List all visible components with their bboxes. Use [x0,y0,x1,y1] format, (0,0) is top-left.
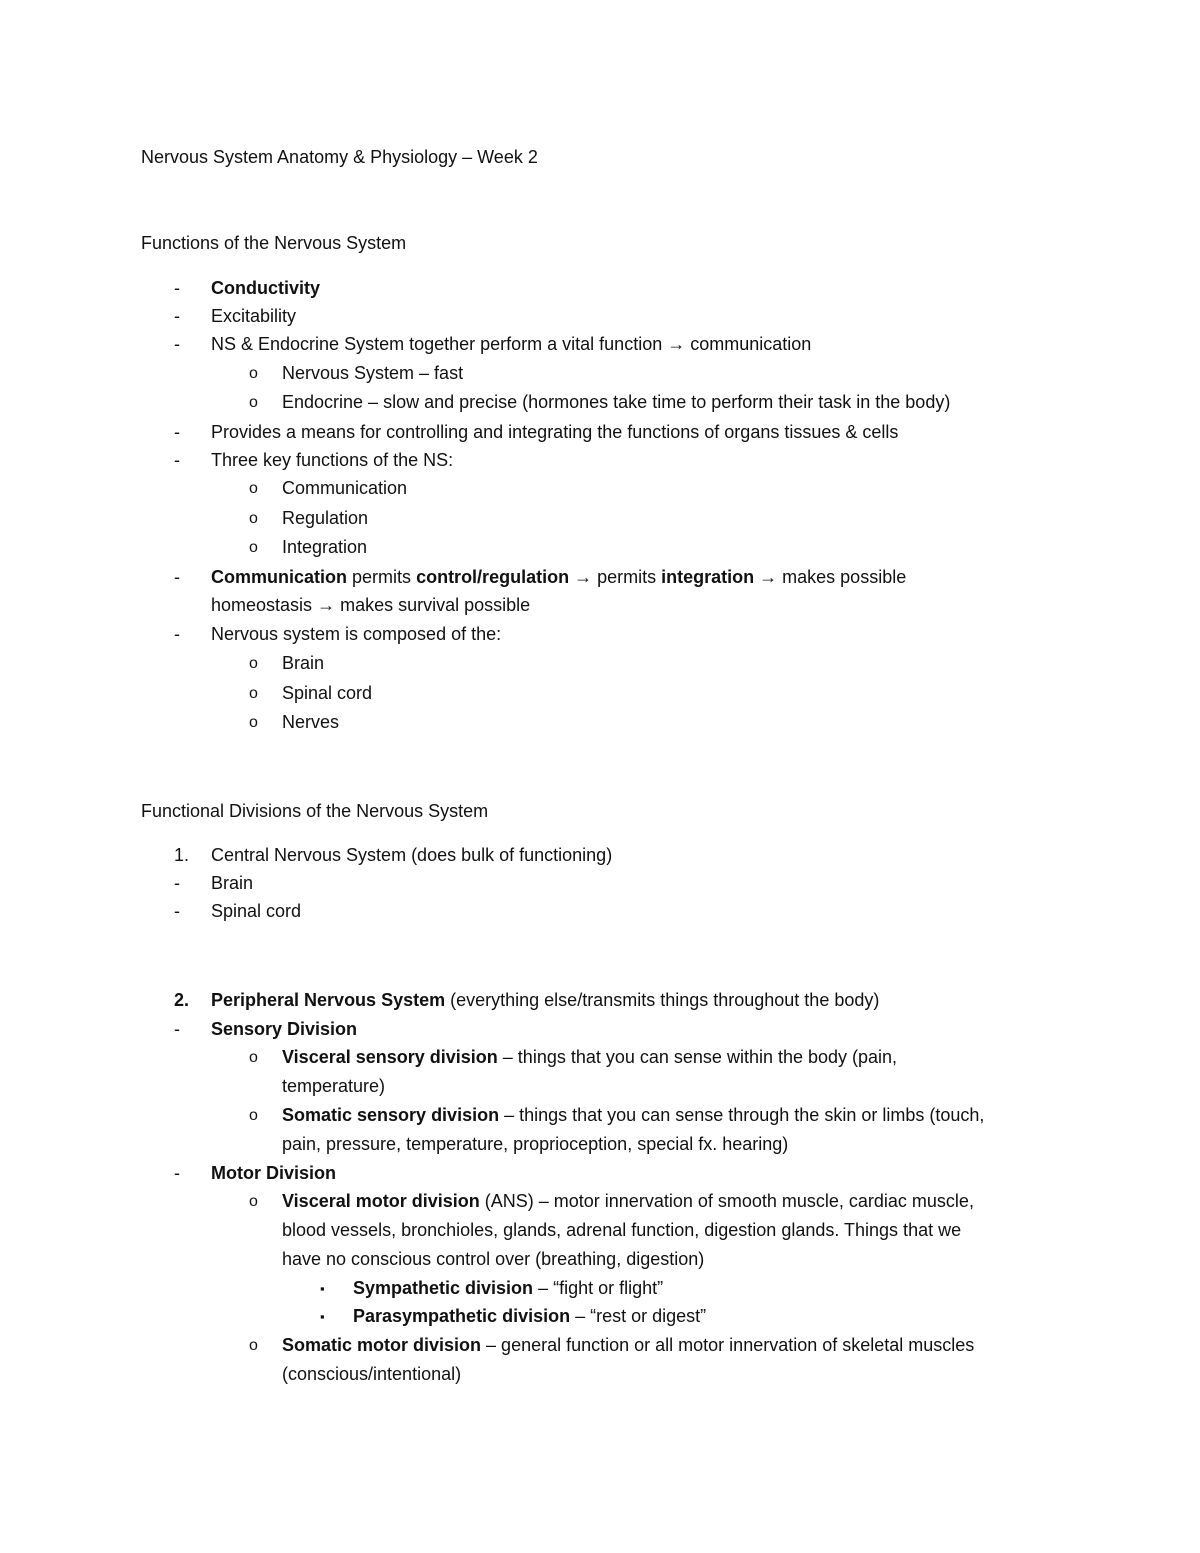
dash-marker: - [174,306,180,326]
list-item-excitability: Excitability [211,306,297,326]
list-item-nervous-fast: Nervous System – fast [282,363,464,383]
list-item-brain: Brain [282,653,325,673]
list-item-somatic-motor-cont: (conscious/intentional) [282,1364,462,1384]
arrow-icon: → [759,567,778,587]
list-item-visceral-motor-cont2: have no conscious control over (breathing, digestion) [282,1249,705,1269]
list-item-integration: Integration [282,537,368,557]
document-title: Nervous System Anatomy & Physiology – Week 2 [141,147,538,167]
dash-marker: - [174,334,180,354]
list-item-communication: Communication [282,478,408,498]
list-item-somatic-sensory: Somatic sensory division – things that you can sense through the skin or limbs (touch, [282,1105,985,1125]
circle-bullet-icon: o [249,714,258,731]
list-item-three-key: Three key functions of the NS: [211,450,454,470]
list-item-endocrine-slow: Endocrine – slow and precise (hormones take time to perform their task in the body) [282,392,951,412]
dash-marker: - [174,624,180,644]
list-item-cns-spinal: Spinal cord [211,901,302,921]
list-item-spinal-cord: Spinal cord [282,683,373,703]
list-item-composed: Nervous system is composed of the: [211,624,502,644]
list-item-cns: Central Nervous System (does bulk of functioning) [211,845,613,865]
section-heading-divisions: Functional Divisions of the Nervous System [141,801,489,821]
arrow-icon: → [574,567,593,587]
list-item-ns-endocrine: NS & Endocrine System together perform a vital function → communication [211,334,812,354]
list-item-somatic-motor: Somatic motor division – general function or all motor innervation of skeletal muscles [282,1335,975,1355]
list-item-provides: Provides a means for controlling and integrating the functions of organs tissues & cells [211,422,899,442]
dash-marker: - [174,422,180,442]
circle-bullet-icon: o [249,1193,258,1210]
dash-marker: - [174,567,180,587]
circle-bullet-icon: o [249,394,258,411]
circle-bullet-icon: o [249,480,258,497]
list-item-sympathetic: Sympathetic division – “fight or flight” [353,1278,664,1298]
circle-bullet-icon: o [249,365,258,382]
circle-bullet-icon: o [249,685,258,702]
list-item-regulation: Regulation [282,508,369,528]
list-item-parasympathetic: Parasympathetic division – “rest or digest” [353,1306,707,1326]
arrow-icon: → [667,334,686,354]
list-item-visceral-sensory-cont: temperature) [282,1076,386,1096]
dash-marker: - [174,1019,180,1039]
list-number: 1. [174,845,190,865]
list-item-somatic-sensory-cont: pain, pressure, temperature, proprioception, special fx. hearing) [282,1134,789,1154]
list-item-visceral-motor: Visceral motor division (ANS) – motor innervation of smooth muscle, cardiac muscle, [282,1191,974,1211]
dash-marker: - [174,873,180,893]
dash-marker: - [174,278,180,298]
list-item-conductivity: Conductivity [211,278,321,298]
list-item-motor: Motor Division [211,1163,336,1183]
section-heading-functions: Functions of the Nervous System [141,233,407,253]
list-item-visceral-motor-cont1: blood vessels, bronchioles, glands, adrenal function, digestion glands. Things that we [282,1220,962,1240]
list-item-cns-brain: Brain [211,873,254,893]
dash-marker: - [174,450,180,470]
square-bullet-icon: ▪ [320,1281,325,1296]
dash-marker: - [174,901,180,921]
square-bullet-icon: ▪ [320,1309,325,1324]
circle-bullet-icon: o [249,655,258,672]
dash-marker: - [174,1163,180,1183]
list-item-communication-chain-cont: homeostasis → makes survival possible [211,595,531,615]
list-number: 2. [174,990,190,1010]
list-item-sensory: Sensory Division [211,1019,358,1039]
list-item-visceral-sensory: Visceral sensory division – things that you can sense within the body (pain, [282,1047,898,1067]
circle-bullet-icon: o [249,1337,258,1354]
circle-bullet-icon: o [249,1107,258,1124]
circle-bullet-icon: o [249,510,258,527]
circle-bullet-icon: o [249,539,258,556]
list-item-communication-chain: Communication permits control/regulation → permits integration → makes possible [211,567,907,587]
list-item-nerves: Nerves [282,712,340,732]
arrow-icon: → [317,595,336,615]
list-item-pns: Peripheral Nervous System (everything else/transmits things throughout the body) [211,990,880,1010]
circle-bullet-icon: o [249,1049,258,1066]
